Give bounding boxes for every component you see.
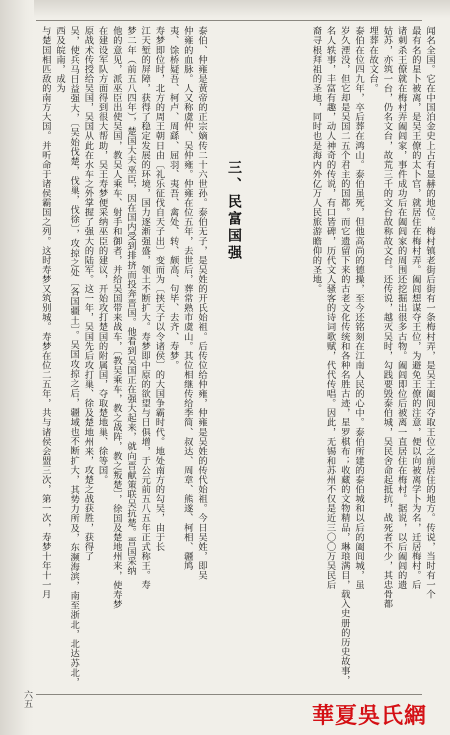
page-number: 六五 [22, 690, 32, 708]
paragraph: 寿梦即位时，北方的周王朝日由〔礼乐征伐自天子出〕变而为〔挟天子以令诸侯〕的大国争霸时代。地处南方的勾吴，由于长 [153, 26, 165, 552]
paragraph: 裔寻根拜祖的圣地，同时也是海内外亿万人民旅游瞻仰的圣地。 [310, 26, 322, 294]
section-title: 三、民富国强 [226, 160, 242, 262]
paragraph: 最有名的星卜被离，是吴王僚的太卜官，就居住在梅村弄。阖闾想谋夺王位，为避免王僚的注意，便以向被离学卜为名，迁居梅村。后 [409, 26, 421, 590]
text-block-left [38, 26, 208, 687]
paragraph: 岁久湮没，但它却是吴国二五个君主的国都。而它遗留下来的古老文化传统和各种名胜古迹，星罗棋布；收藏的文物精品，琳琅满目，载入史册的历史故事， [338, 26, 350, 685]
paragraph: 与楚国相匹敌的南方大国。并听命于诸侯霸国之列。这时寿梦又筑别城。寿梦在位二五年，共与诸侯会盟三次，第一次，寿梦十年十一月 [39, 26, 51, 599]
paragraph: 埋葬在故文台。 [367, 26, 379, 93]
paragraph: 他的意见，派巫臣出使吴国，教吴人乘车、射手和御者，并给吴国带来战车，〔教吴乘车，教之战阵，教之叛楚〕，徐国及楚地州来，使寿梦 [110, 26, 122, 609]
watermark-logo: 華夏吳氏網 [312, 703, 428, 729]
paragraph: 诸刺杀王僚就在梅村弄阖闾家，事件成功后在阖闾家的周围还挖掘出很多古物。阖闾即位后被离一直居住在梅村。据说，以后阖闾的遗 [395, 26, 407, 590]
paragraph: 在建设军队方面得到很大帮助，吴王寿梦便采纳巫臣的建议，开始攻打楚国的附属国，夺取楚地巢、徐等国。 [96, 26, 108, 485]
paragraph: 仲雍的血脉。人又称虞仲、吴仲雍。仲雍在位五年，去世后，葬常熟市虞山。其位相继传给季简、叔达、周章、熊遂、柯相、疆鸠 [181, 26, 193, 571]
page-top-edge [0, 0, 450, 18]
paragraph: 名人轶事，丰富有趣，动人神奇的传说，有口皆碑，历代文人骚客的诗词歌赋，代代传唱。因此，无锡和苏州不仅是近三〇〇万吴民后 [324, 26, 336, 590]
paragraph: 原战术传授给吴国，吴国从此在水车之外掌握了强大的陆军。这一年，吴国先后攻打巢、徐及楚地州来，攻楚之战获胜，获得了 [82, 26, 94, 561]
text-block-right [252, 26, 436, 687]
paragraph: 闻名全国。它在中国泊金史上占有显赫的地位。梅村镇老街后街有一条梅村弄，是吴王阖闾夺取王位之前居住的地方。传说，当时有一个 [424, 26, 435, 599]
paragraph: 夷、馀桥疑吾、柯卢、周繇、屈羽、夷吾、禽处、转、颇高、句毕、去齐、寿梦。 [167, 26, 179, 370]
paragraph: 梦二年（前五八四年），楚国大夫巫臣，因在国内受到排挤而投奔晋国。他看到吴国正在强大起来，就向晋献策联吴抗楚。晋国采纳 [124, 26, 136, 576]
paragraph: 泰伯在位四九年，卒后葬在鸿山。泰伯虽死，但他高尚的德操，至今还铭刻在江南人民的心中。泰伯所建的泰伯城和以后的阖闾城，虽 [352, 26, 364, 590]
paragraph: 吴，使兵马日益强大，〔吴始伐楚，伐巢，伐徐〕，攻掠之处〔各国疆土〕。吴国攻掠之后，疆域也不断扩大，其势力所及，东濒海滨，南至浙北，北达苏北，西及皖南，成为 [53, 26, 80, 687]
header-rule [36, 20, 422, 21]
paragraph: 泰伯、仲雍是黄帝的正宗嫡传二十六世孙。泰伯无子，是吴姓的开氏始祖。后传位给仲雍，仲雍是吴姓的传代始祖。今日吴姓，即吴 [196, 26, 207, 580]
paragraph: 姑苏，亦筑一台，仍名文台，故荒三千的文台故称故文台。还传说，越灭吴时，勾践要毁泰伯城，吴民舍命起抵抗，战死者不少，其忠骨都 [381, 26, 393, 609]
binding-shadow [0, 0, 34, 735]
paragraph: 江天堑的屏障，获得了稳定发展的环境，国力逐渐强盛，领土不断扩大。寿梦即中原的欲望与日俱增，于公元前五八五年正式称王。寿 [139, 26, 151, 590]
